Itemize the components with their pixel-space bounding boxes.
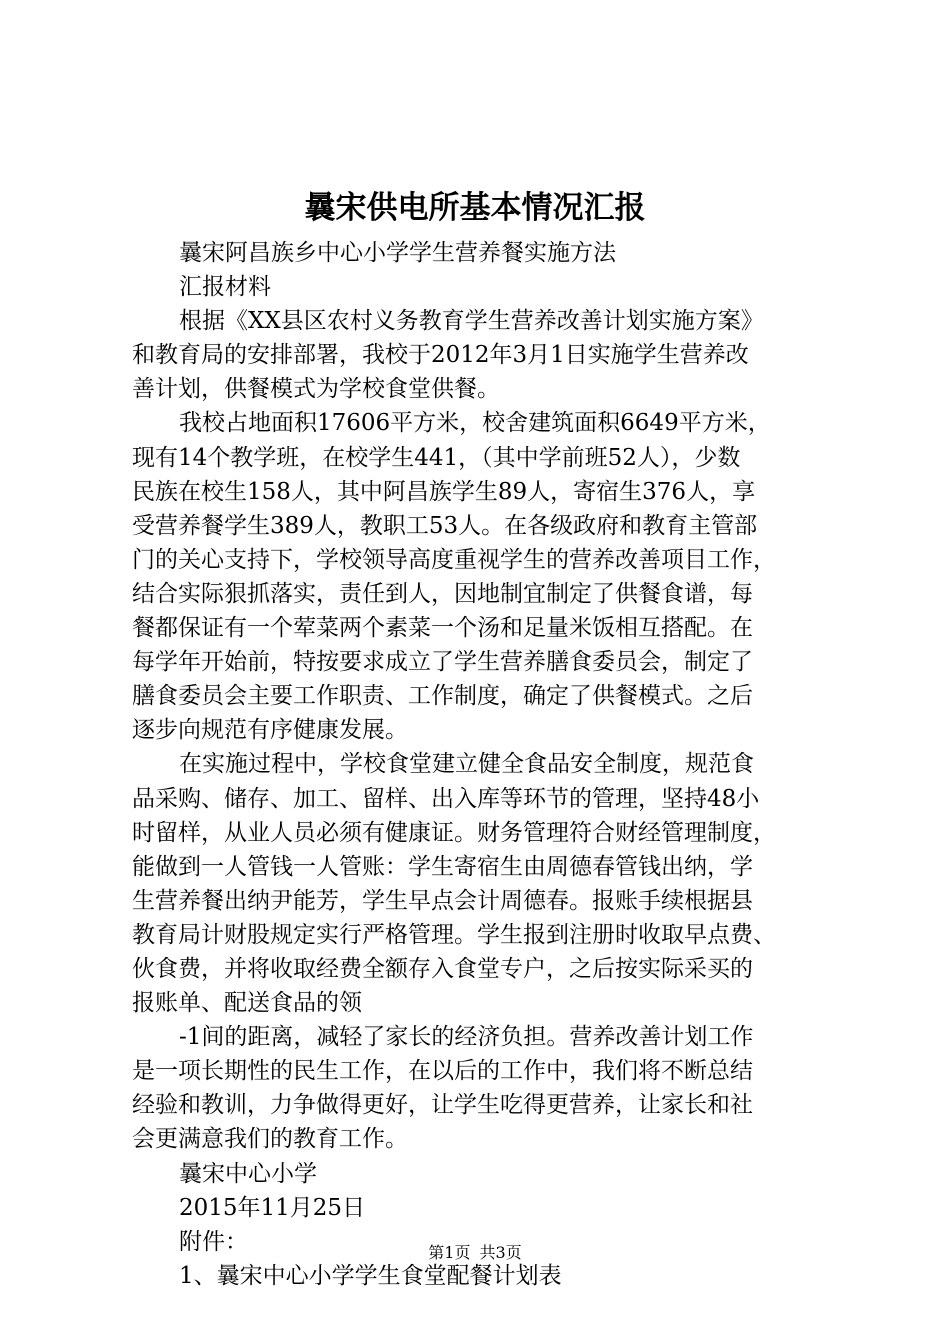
paragraph-line: 报账单、配送食品的领 <box>132 990 362 1017</box>
paragraph-line: 膳食委员会主要工作职责、工作制度，确定了供餐模式。之后 <box>132 683 753 710</box>
paragraph-line: 经验和教训，力争做得更好，让学生吃得更营养，让家长和社 <box>132 1092 753 1119</box>
paragraph-line: 会更满意我们的教育工作。 <box>132 1126 408 1153</box>
paragraph-line: 善计划，供餐模式为学校食堂供餐。 <box>132 376 500 403</box>
paragraph-line: 门的关心支持下，学校领导高度重视学生的营养改善项目工作， <box>132 546 776 573</box>
paragraph-line: 结合实际狠抓落实，责任到人，因地制宜制定了供餐食谱，每 <box>132 580 753 607</box>
attachment-heading: 附件： <box>179 1228 248 1255</box>
document-body <box>132 236 832 1293</box>
paragraph-line: 伙食费，并将收取经费全额存入食堂专户，之后按实际采买的 <box>132 955 753 982</box>
paragraph-line: 根据《XX县区农村义务教育学生营养改善计划实施方案》 <box>179 308 764 335</box>
paragraph-line: -1间的距离，减轻了家长的经济负担。营养改善计划工作 <box>179 1024 754 1051</box>
signature-date: 2015年11月25日 <box>179 1194 366 1221</box>
paragraph-line: 生营养餐出纳尹能芳，学生早点会计周德春。报账手续根据县 <box>132 887 753 914</box>
page-total: 共3页 <box>479 1243 522 1262</box>
subtitle-line: 汇报材料 <box>179 274 271 301</box>
paragraph-line: 时留样，从业人员必须有健康证。财务管理符合财经管理制度， <box>132 819 776 846</box>
paragraph-line: 民族在校生158人，其中阿昌族学生89人，寄宿生376人，享 <box>132 478 756 505</box>
paragraph-line: 教育局计财股规定实行严格管理。学生报到注册时收取早点费、 <box>132 921 776 948</box>
paragraph-line: 和教育局的安排部署，我校于2012年3月1日实施学生营养改 <box>132 342 749 369</box>
paragraph-line: 在实施过程中，学校食堂建立健全食品安全制度，规范食 <box>179 751 754 778</box>
paragraph-line: 逐步向规范有序健康发展。 <box>132 717 408 744</box>
paragraph-line: 餐都保证有一个荤菜两个素菜一个汤和足量米饭相互搭配。在 <box>132 615 753 642</box>
attachment-item: 1、曩宋中心小学学生食堂配餐计划表 <box>179 1262 562 1289</box>
page-number: 第1页 <box>428 1243 471 1262</box>
signature-school: 曩宋中心小学 <box>179 1160 317 1187</box>
paragraph-line: 是一项长期性的民生工作，在以后的工作中，我们将不断总结 <box>132 1058 753 1085</box>
paragraph-line: 品采购、储存、加工、留样、出入库等环节的管理，坚持48小 <box>132 785 760 812</box>
paragraph-line: 现有14个教学班，在校学生441，（其中学前班52人），少数 <box>132 444 741 471</box>
document-title: 曩宋供电所基本情况汇报 <box>304 190 646 226</box>
paragraph-line: 我校占地面积17606平方米，校舍建筑面积6649平方米， <box>179 410 771 437</box>
page-footer <box>0 1241 950 1265</box>
paragraph-line: 每学年开始前，特按要求成立了学生营养膳食委员会，制定了 <box>132 649 753 676</box>
paragraph-line: 受营养餐学生389人，教职工53人。在各级政府和教育主管部 <box>132 512 758 539</box>
paragraph-line: 能做到一人管钱一人管账：学生寄宿生由周德春管钱出纳，学 <box>132 853 753 880</box>
subtitle-line: 曩宋阿昌族乡中心小学学生营养餐实施方法 <box>179 240 616 266</box>
